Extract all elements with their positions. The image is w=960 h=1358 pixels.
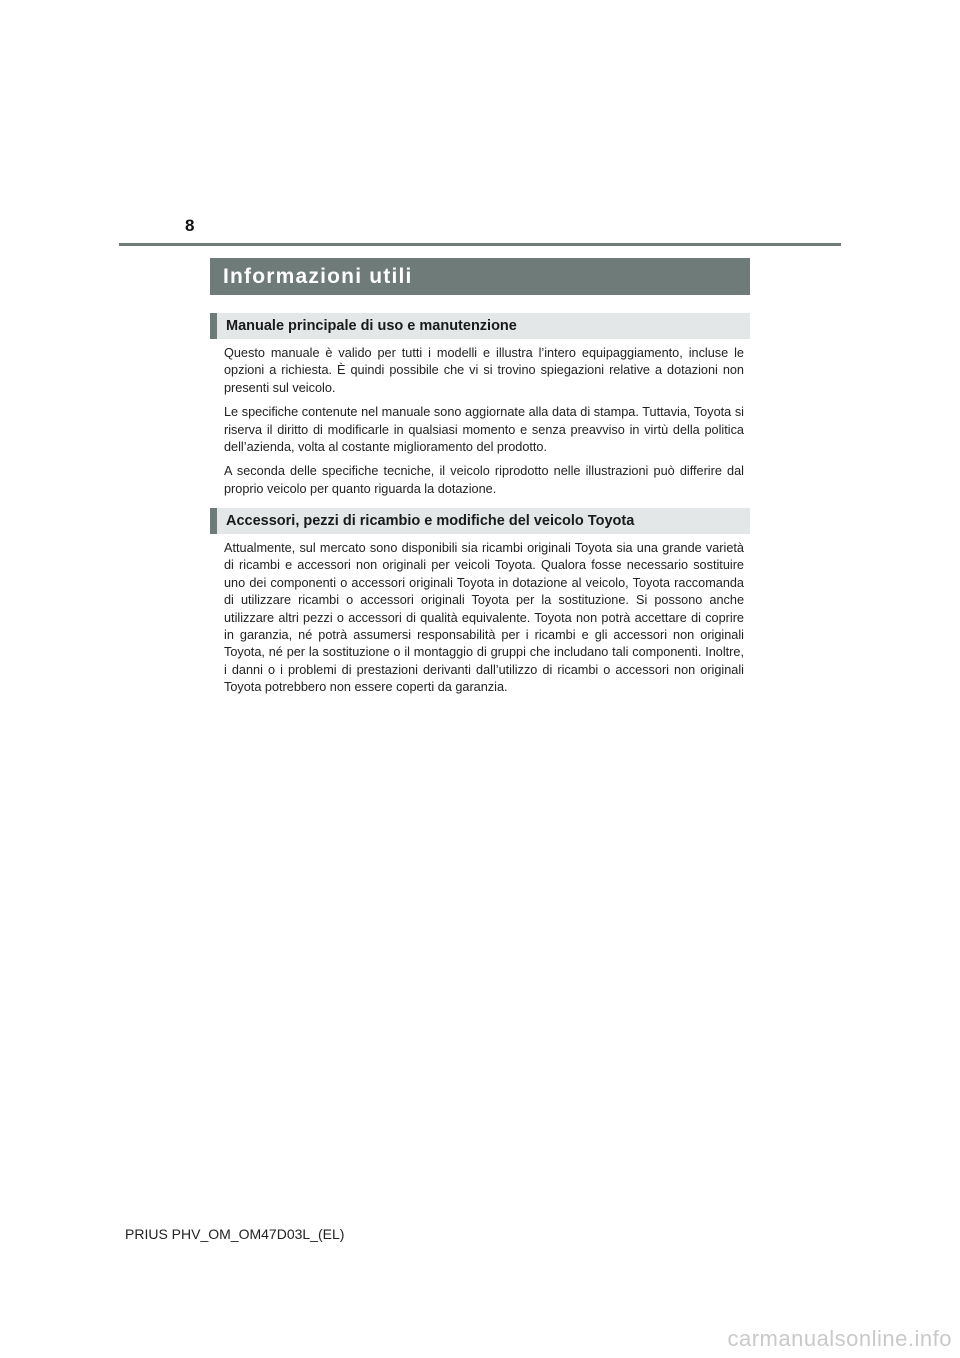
section-heading: Manuale principale di uso e manutenzione (226, 318, 517, 334)
page-title-bar (210, 258, 750, 295)
footer-document-code: PRIUS PHV_OM_OM47D03L_(EL) (125, 1226, 345, 1242)
section-header-manual (210, 313, 750, 339)
page-title: Informazioni utili (223, 264, 413, 288)
paragraph: Attualmente, sul mercato sono disponibili sia ricambi originali Toyota sia una grande varietà di ricambi e accessori non originali per veicoli Toyota. Qualora fosse necessario sostituire uno dei componenti o accessori originali Toyota in dotazione al veicolo, Toyota raccomanda di utilizzare ricambi o accessori originali Toyota per la sostituzione. Si possono anche utilizzare altri pezzi o accessori di qualità equivalente. Toyota non potrà accettare di coprire in garanzia, né potrà assumersi responsabilità per i ricambi e gli accessori non originali Toyota, né per la sostituzione o il montaggio di gruppi che includano tali componenti. Inoltre, i danni o i problemi di prestazioni derivanti dall’utilizzo di ricambi o accessori non originali Toyota potrebbero non essere coperti da garanzia. (224, 541, 744, 695)
page-number: 8 (185, 216, 195, 235)
paragraph: Le specifiche contenute nel manuale sono aggiornate alla data di stampa. Tuttavia, Toyota si riserva il diritto di modificarle in qualsiasi momento e senza preavviso in virtù della politica dell’azienda, volta al costante miglioramento del prodotto. (224, 405, 744, 455)
watermark: carmanualsonline.info (727, 1326, 952, 1351)
section-heading: Accessori, pezzi di ricambio e modifiche del veicolo Toyota (226, 513, 635, 529)
top-divider (119, 243, 841, 246)
section-body-accessories (224, 540, 744, 704)
paragraph: Questo manuale è valido per tutti i modelli e illustra l’intero equipaggiamento, incluse le opzioni a richiesta. È quindi possibile che vi si trovino spiegazioni relative a dotazioni non presenti sul veicolo. (224, 346, 744, 395)
paragraph: A seconda delle specifiche tecniche, il veicolo riprodotto nelle illustrazioni può differire dal proprio veicolo per quanto riguarda la dotazione. (224, 464, 744, 496)
section-marker (210, 508, 217, 534)
section-marker (210, 313, 217, 339)
section-body-manual (224, 345, 744, 505)
section-header-accessories (210, 508, 750, 534)
